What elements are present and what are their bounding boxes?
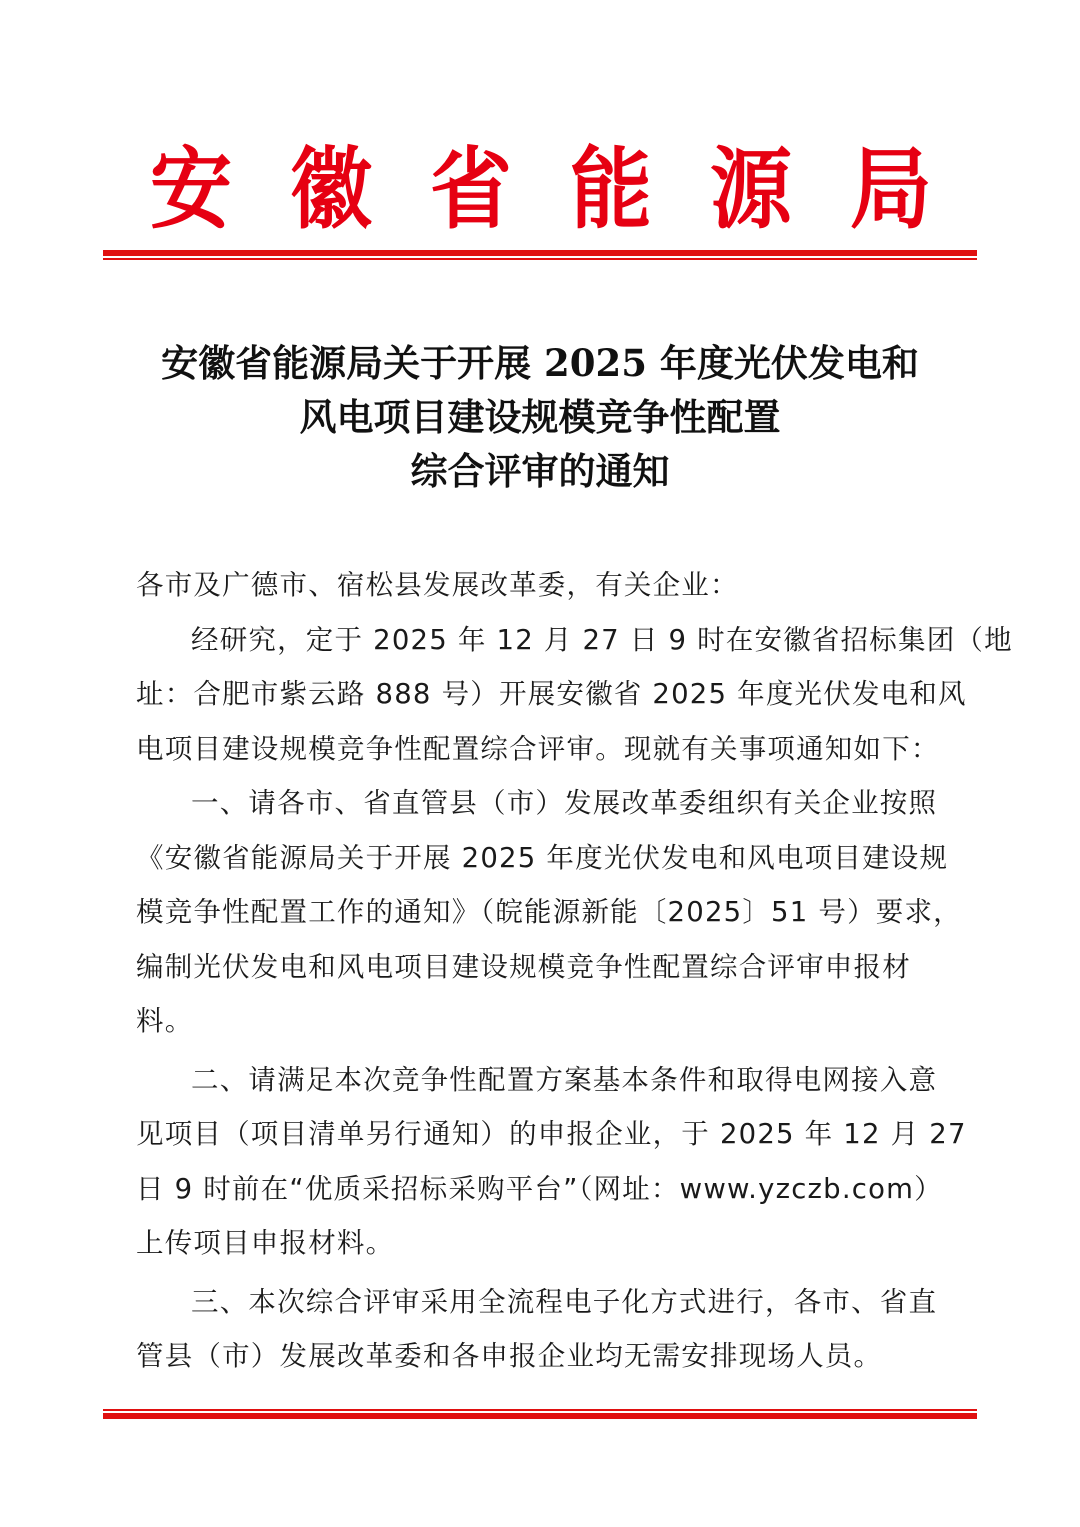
title-line: 综合评审的通知 [410,449,670,493]
paragraph-line: 一、请各市、省直管县（市）发展改革委组织有关企业按照 [191,787,938,819]
paragraph-line: 经研究，定于 2025 年 12 月 27 日 9 时在安徽省招标集团（地 [191,623,1013,656]
masthead-char: 徽 [289,138,372,242]
document-body [136,558,1013,1384]
paragraph-line: 日 9 时前在“优质采招标采购平台”（网址：www.yzczb.com） [136,1172,943,1205]
footer-divider-thick [103,1413,977,1419]
masthead-char: 省 [429,138,512,242]
paragraph-line: 二、请满足本次竞争性配置方案基本条件和取得电网接入意 [191,1063,938,1096]
paragraph-line: 电项目建设规模竞争性配置综合评审。现就有关事项通知如下： [136,732,940,765]
salutation [136,558,946,613]
paragraph-line: 料。 [136,1005,194,1037]
item-3-paragraph [136,1275,946,1384]
paragraph-line: 模竞争性配置工作的通知》（皖能源新能〔2025〕51 号）要求， [136,896,962,928]
title-line: 风电项目建设规模竞争性配置 [299,395,781,439]
salutation-text: 各市及广德市、宿松县发展改革委，有关企业： [136,569,739,601]
masthead-divider-thick [103,250,977,256]
item-1-paragraph [136,776,962,1049]
intro-paragraph [136,613,1013,777]
document-title [100,336,980,498]
paragraph-line: 管县（市）发展改革委和各申报企业均无需安排现场人员。 [136,1340,883,1372]
footer-divider-thin [103,1409,977,1411]
paragraph-line: 见项目（项目清单另行通知）的申报企业，于 2025 年 12 月 27 [136,1118,967,1150]
paragraph-line: 址：合肥市紫云路 888 号）开展安徽省 2025 年度光伏发电和风 [136,678,967,710]
masthead-char: 源 [709,138,792,242]
masthead-char: 安 [150,138,233,242]
masthead-char: 能 [569,138,652,242]
title-line: 安徽省能源局关于开展 2025 年度光伏发电和 [161,341,919,385]
item-2-paragraph [136,1053,967,1271]
paragraph-line: 编制光伏发电和风电项目建设规模竞争性配置综合评审申报材 [136,950,911,983]
masthead-char: 局 [849,138,932,242]
paragraph-line: 《安徽省能源局关于开展 2025 年度光伏发电和风电项目建设规 [136,841,949,874]
masthead-org-name [100,140,980,240]
masthead-divider-thin [103,258,977,260]
paragraph-line: 三、本次综合评审采用全流程电子化方式进行，各市、省直 [191,1285,938,1318]
paragraph-line: 上传项目申报材料。 [136,1227,395,1259]
